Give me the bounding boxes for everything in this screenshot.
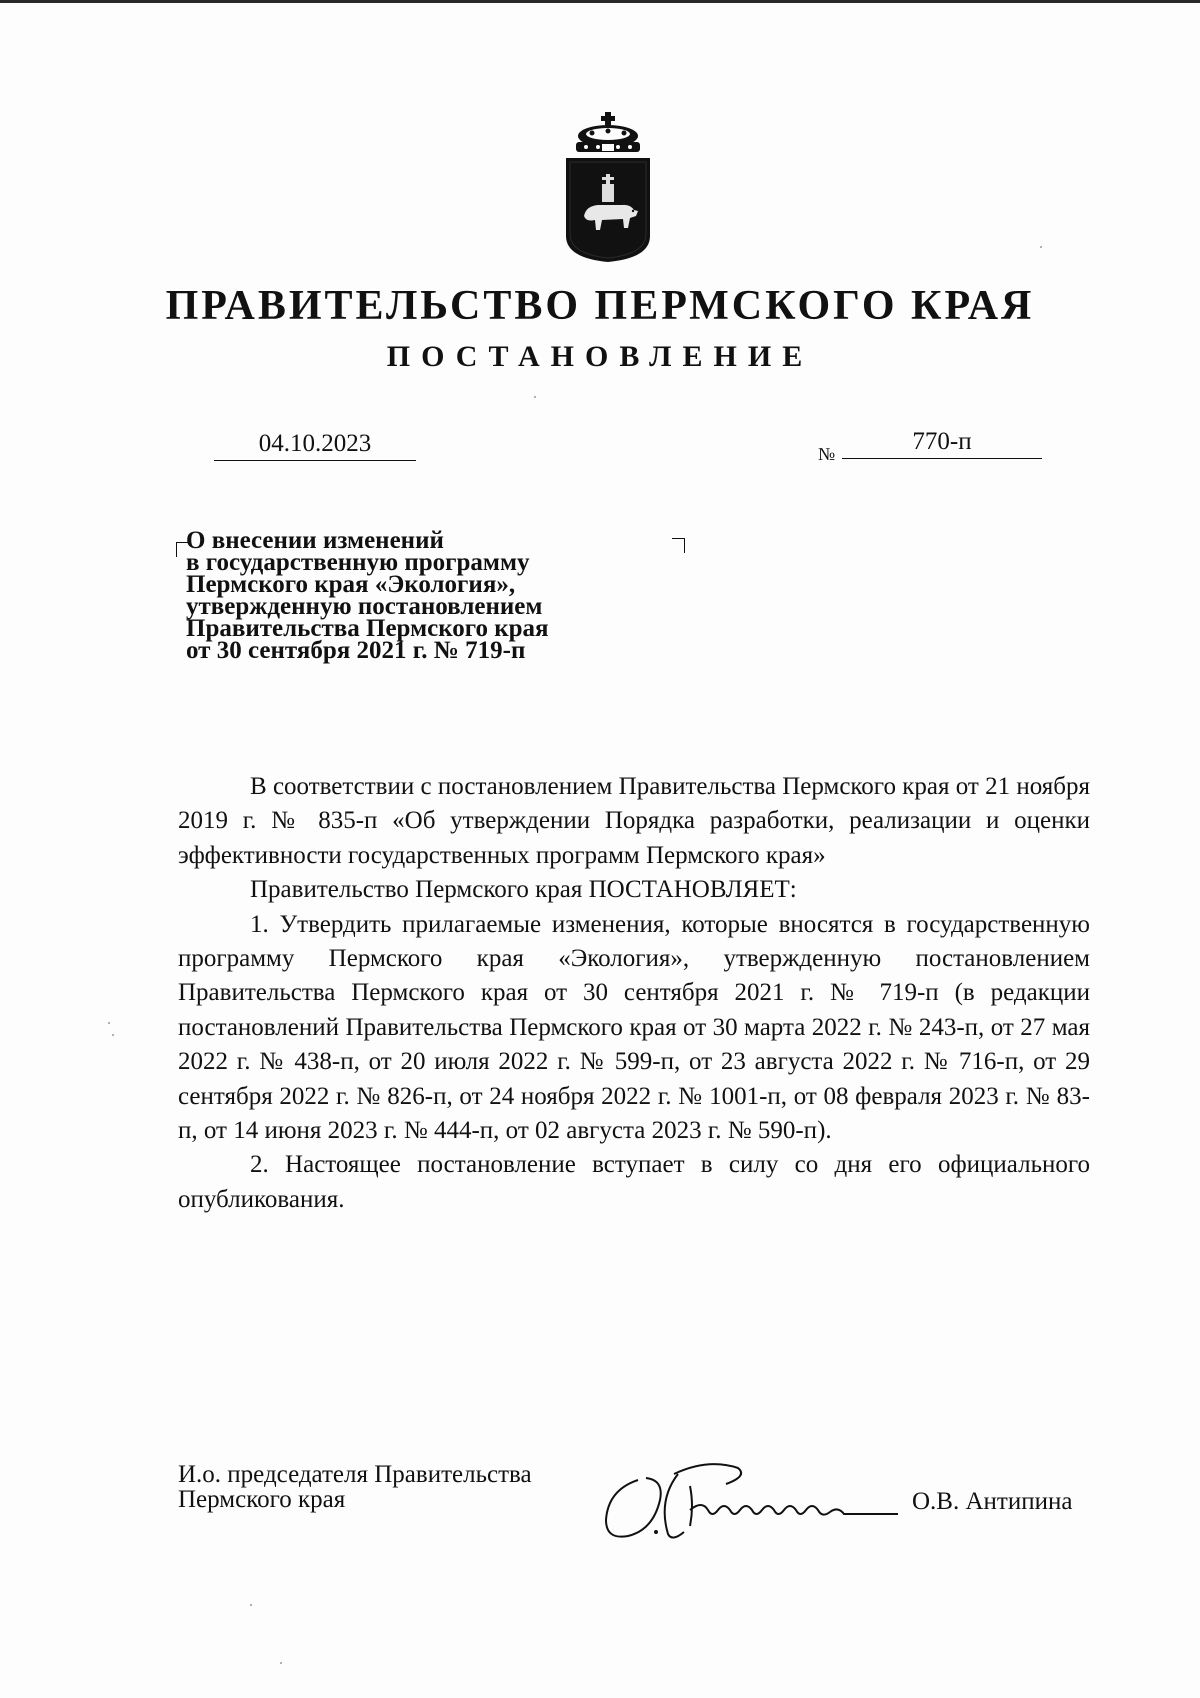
subject-corner-right <box>672 538 685 553</box>
government-title: ПРАВИТЕЛЬСТВО ПЕРМСКОГО КРАЯ <box>165 283 1035 329</box>
subject-line: Пермского края «Экология», <box>186 571 516 598</box>
item-1-paragraph: 1. Утвердить прилагаемые изменения, которые вносятся в государственную программу Пермского края «Экология», утвержденную постановлением Правительства Пермского края от 30 сентября 2021 г. № 719-п (в редакции постановлений Правительства Пермского края от 30 марта 2022 г. № 243-п, от 27 мая 2022 г. № 438-п, от 20 июля 2022 г. № 599-п, от 23 августа 2022 г. № 716-п, от 29 сентября 2022 г. № 826-п, от 24 ноября 2022 г. № 1001-п, от 08 февраля 2023 г. № 83-п, от 14 июня 2023 г. № 444-п, от 02 августа 2023 г. № 590-п). <box>178 910 1090 1145</box>
scan-speck <box>112 1034 114 1036</box>
subject-line: О внесении изменений <box>186 527 444 554</box>
signatory-position <box>178 1462 532 1512</box>
item-2-paragraph: 2. Настоящее постановление вступает в силу со дня его официального опубликования. <box>178 1151 1090 1213</box>
scan-speck <box>108 1022 110 1024</box>
resolves-paragraph: Правительство Пермского края ПОСТАНОВЛЯЕТ: <box>250 876 797 904</box>
subject-line: в государственную программу <box>186 549 530 576</box>
subject-line: от 30 сентября 2021 г. № 719-п <box>186 637 526 664</box>
preamble-paragraph: В соответствии с постановлением Правительства Пермского края от 21 ноября 2019 г. № 835-п «Об утверждении Порядка разработки, реализации и оценки эффективности государственных программ Пермского края» <box>178 773 1090 869</box>
scan-speck <box>280 1662 282 1664</box>
signatory-position-line: Пермского края <box>178 1486 346 1513</box>
handwritten-signature-icon <box>598 1440 908 1548</box>
document-type: ПОСТАНОВЛЕНИЕ <box>386 340 814 373</box>
document-body <box>178 770 1090 1217</box>
document-subject <box>186 527 626 664</box>
signatory-position-line: И.о. председателя Правительства <box>178 1461 532 1488</box>
signatory-name: О.В. Антипина <box>912 1488 1073 1515</box>
subject-line: Правительства Пермского края <box>186 615 549 642</box>
number-label: № <box>818 444 836 464</box>
subject-line: утвержденную постановлением <box>186 593 543 620</box>
document-date: 04.10.2023 <box>214 430 416 461</box>
document-number: 770-п <box>842 428 1042 459</box>
scan-speck <box>250 1604 252 1606</box>
scan-speck <box>534 396 536 398</box>
scan-speck <box>1040 246 1042 248</box>
scan-edge <box>0 0 1200 3</box>
coat-of-arms-icon <box>562 112 654 264</box>
